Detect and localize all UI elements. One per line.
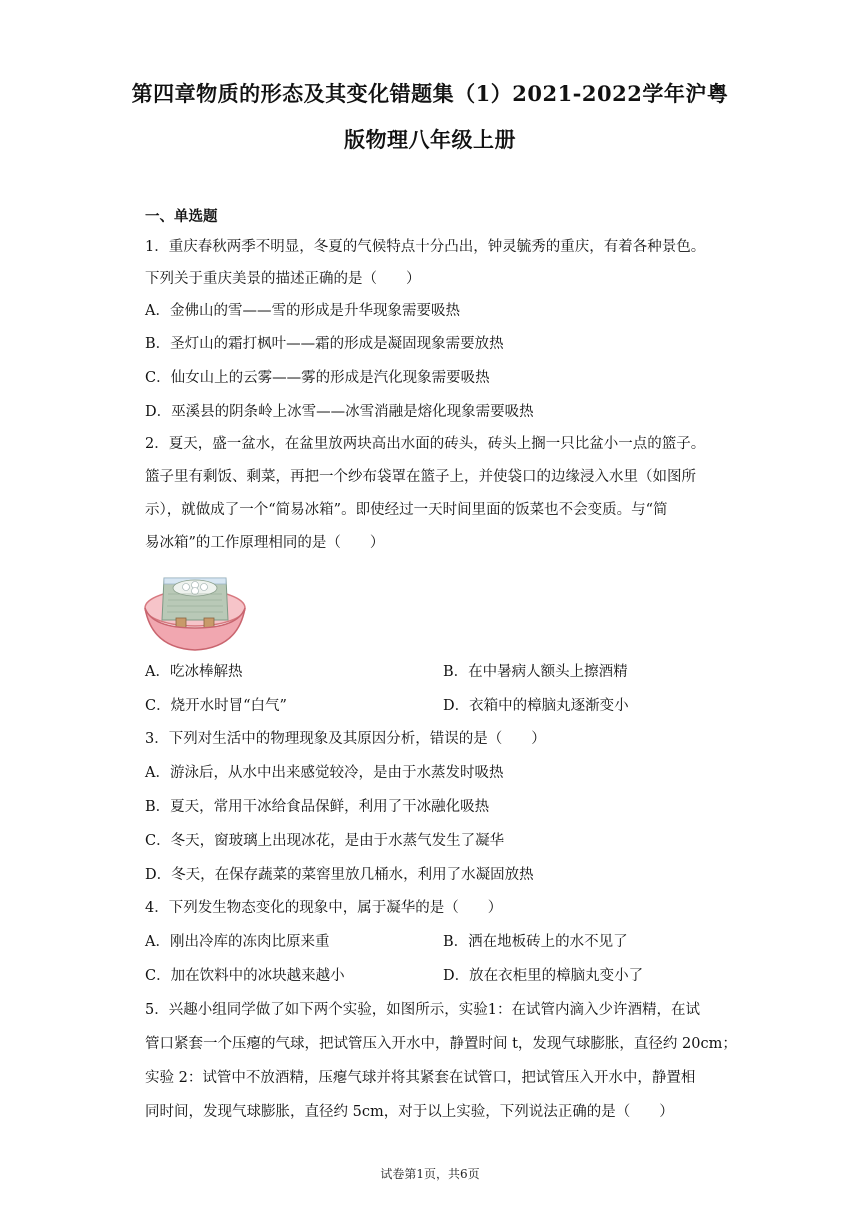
q3-stem: 3．下列对生活中的物理现象及其原因分析，错误的是（ ） [145, 731, 546, 747]
section-heading: 一、单选题 [145, 208, 218, 225]
q2-stem-line-2: 篮子里有剩饭、剩菜，再把一个纱布袋罩在篮子上，并使袋口的边缘浸入水里（如图所 [145, 469, 696, 485]
q1-option-b: B．圣灯山的霜打枫叶——霜的形成是凝固现象需要放热 [145, 336, 504, 352]
q2-option-d: D．衣箱中的樟脑丸逐渐变小 [443, 698, 629, 714]
page-title-line-1: 第四章物质的形态及其变化错题集（1）2021-2022学年沪粤 [131, 81, 729, 106]
q5-stem-line-4: 同时间，发现气球膨胀，直径约 5cm，对于以上实验，下列说法正确的是（ ） [145, 1104, 674, 1120]
q3-option-c: C．冬天，窗玻璃上出现冰花，是由于水蒸气发生了凝华 [145, 833, 505, 849]
q1-option-c: C．仙女山上的云雾——雾的形成是汽化现象需要吸热 [145, 370, 490, 386]
page-footer: 试卷第1页，共6页 [380, 1167, 480, 1181]
q2-stem-line-1: 2．夏天，盛一盆水，在盆里放两块高出水面的砖头，砖头上搁一只比盆小一点的篮子。 [145, 436, 706, 452]
q4-option-b: B．洒在地板砖上的水不见了 [443, 934, 628, 950]
q3-option-b: B．夏天，常用干冰给食品保鲜，利用了干冰融化吸热 [145, 799, 490, 815]
q2-option-b: B．在中暑病人额头上擦酒精 [443, 664, 628, 680]
q2-option-a: A．吃冰棒解热 [145, 664, 243, 680]
q5-stem-line-3: 实验 2：试管中不放酒精，压瘪气球并将其紧套在试管口，把试管压入开水中，静置相 [145, 1070, 696, 1086]
q4-option-d: D．放在衣柜里的樟脑丸变小了 [443, 968, 644, 984]
q3-option-d: D．冬天，在保存蔬菜的菜窖里放几桶水，利用了水凝固放热 [145, 867, 534, 883]
q1-stem-line-2: 下列关于重庆美景的描述正确的是（ ） [145, 271, 421, 287]
q1-option-d: D．巫溪县的阴条岭上冰雪——冰雪消融是熔化现象需要吸热 [145, 404, 534, 420]
q3-option-a: A．游泳后，从水中出来感觉较冷，是由于水蒸发时吸热 [145, 765, 504, 781]
q4-option-c: C．加在饮料中的冰块越来越小 [145, 968, 345, 984]
q4-stem: 4．下列发生物态变化的现象中，属于凝华的是（ ） [145, 900, 503, 916]
q5-stem-line-1: 5．兴趣小组同学做了如下两个实验，如图所示，实验1：在试管内滴入少许酒精，在试 [145, 1002, 700, 1018]
q1-stem-line-1: 1．重庆春秋两季不明显，冬夏的气候特点十分凸出，钟灵毓秀的重庆，有着各种景色。 [145, 239, 706, 255]
q2-stem-line-4: 易冰箱”的工作原理相同的是（ ） [145, 535, 385, 551]
q4-option-a: A．刚出冷库的冻肉比原来重 [145, 934, 330, 950]
q2-option-c: C．烧开水时冒“白气” [145, 698, 287, 714]
simple-fridge-figure [142, 568, 248, 654]
q1-option-a: A．金佛山的雪——雪的形成是升华现象需要吸热 [145, 303, 460, 319]
q5-stem-line-2: 管口紧套一个压瘪的气球，把试管压入开水中，静置时间 t，发现气球膨胀，直径约 20cm； [145, 1036, 737, 1052]
q2-stem-line-3: 示），就做成了一个“简易冰箱”。即使经过一天时间里面的饭菜也不会变质。与“简 [145, 502, 668, 518]
page-title-line-2: 版物理八年级上册 [344, 127, 516, 152]
